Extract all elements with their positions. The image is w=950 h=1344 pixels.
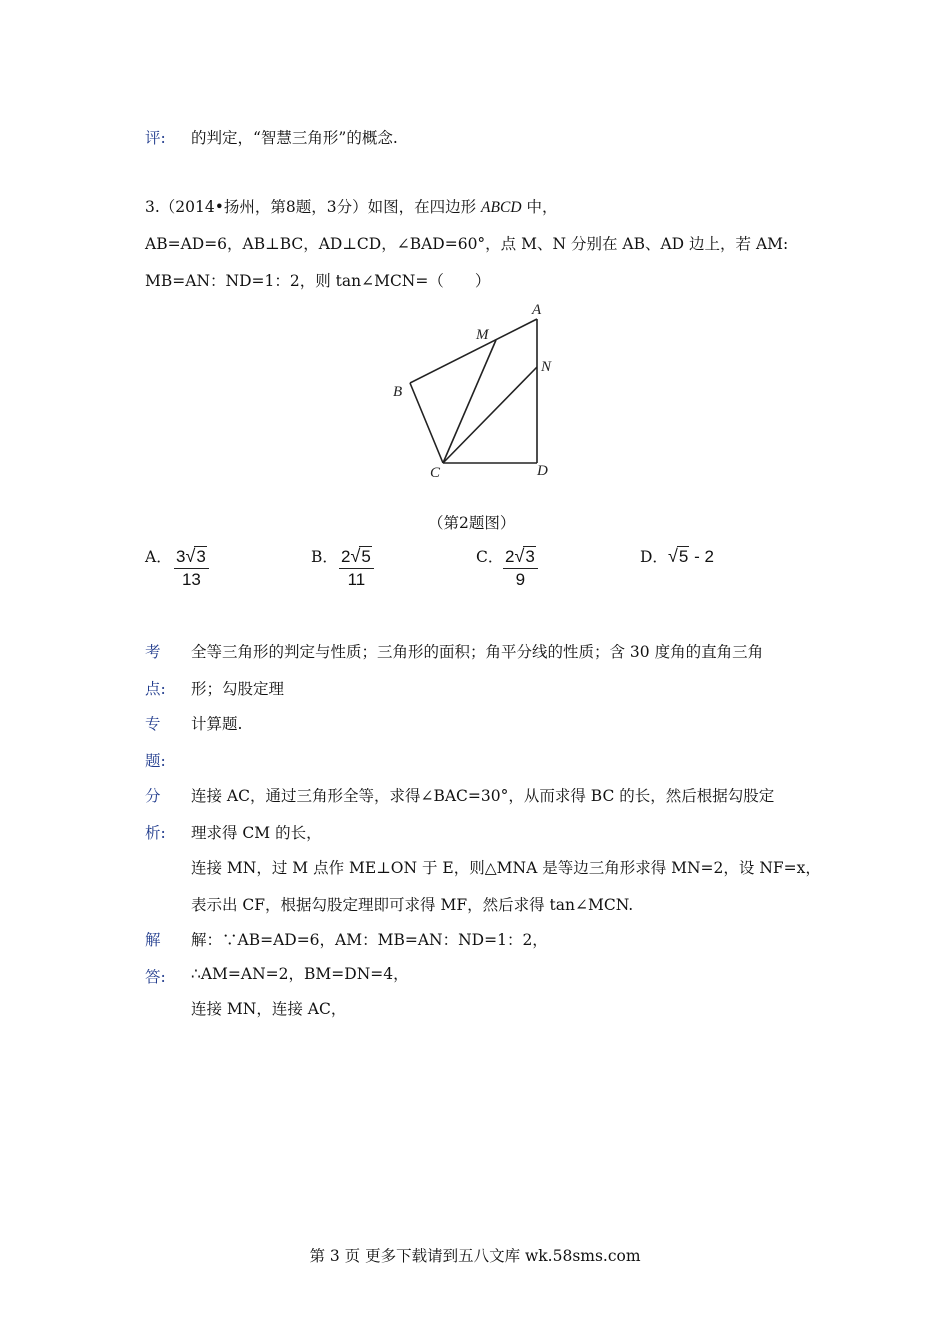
question-line-1-prefix: 3.（2014•扬州，第8题，3分）如图，在四边形 xyxy=(145,198,477,216)
zhuanti-text: 计算题. xyxy=(191,715,243,733)
fenxi-text-4: 表示出 CF，根据勾股定理即可求得 MF，然后求得 tan∠MCN. xyxy=(191,896,634,914)
label-A: A xyxy=(532,302,542,318)
fenxi-label-1: 分 xyxy=(145,787,161,805)
option-d-key: D． xyxy=(640,548,668,566)
fenxi-text-3: 连接 MN，过 M 点作 ME⊥ON 于 E，则△MNA 是等边三角形求得 MN=2，设 NF=x， xyxy=(191,859,821,877)
option-b-fraction: $\frac{2√5}{11}$ xyxy=(339,546,374,590)
fenxi-label-2: 析: xyxy=(145,824,166,842)
question-line-2: AB=AD=6，AB⊥BC，AD⊥CD，∠BAD=60°，点 M、N 分别在 AB、AD 边上，若 AM: xyxy=(145,235,789,253)
question-line-3: MB=AN：ND=1：2，则 tan∠MCN=（ ） xyxy=(145,272,491,290)
kaodian-label-2: 点: xyxy=(145,680,166,698)
geometry-figure xyxy=(380,295,580,485)
option-b-den: 11 xyxy=(347,570,366,589)
option-a-fraction: $\frac{3√3}{13}$ xyxy=(174,546,209,590)
label-N: N xyxy=(541,359,552,375)
segment-BC xyxy=(410,383,443,463)
option-c-key: C． xyxy=(476,548,504,566)
review-text: 的判定，“智慧三角形”的概念. xyxy=(191,129,398,147)
fenxi-text-2: 理求得 CM 的长， xyxy=(191,824,322,842)
figure-caption: （第2题图） xyxy=(428,514,516,532)
option-a-num-coef: 3 xyxy=(176,547,186,566)
jieda-text-2: ∴AM=AN=2，BM=DN=4， xyxy=(191,965,409,983)
question-line-1 xyxy=(145,196,557,219)
jieda-label-2: 答: xyxy=(145,968,166,986)
option-a-num-rad: 3 xyxy=(196,547,206,566)
label-B: B xyxy=(393,384,403,400)
option-c-num-coef: 2 xyxy=(505,547,515,566)
label-M: M xyxy=(476,327,489,343)
option-d-tail: - 2 xyxy=(694,547,714,566)
option-c-den: 9 xyxy=(515,570,526,589)
option-d-expression: √5 - 2 xyxy=(668,546,714,566)
kaodian-label-1: 考 xyxy=(145,643,161,661)
option-d-rad: 5 xyxy=(678,547,689,566)
label-C: C xyxy=(430,465,441,481)
segment-CN xyxy=(443,367,537,463)
review-label: 评: xyxy=(145,129,166,147)
segment-CM xyxy=(443,340,496,463)
page-footer: 第 3 页 更多下载请到五八文库 wk.58sms.com xyxy=(309,1247,641,1265)
jieda-text-1: 解：∵AB=AD=6，AM：MB=AN：ND=1：2， xyxy=(191,931,548,949)
kaodian-text-2: 形；勾股定理 xyxy=(191,680,285,698)
fenxi-text-1: 连接 AC，通过三角形全等，求得∠BAC=30°，从而求得 BC 的长，然后根据勾股定 xyxy=(191,787,775,805)
zhuanti-label-1: 专 xyxy=(145,715,161,733)
question-line-1-var: ABCD xyxy=(481,199,522,216)
option-b-key: B． xyxy=(311,548,338,566)
segment-AB xyxy=(410,319,537,383)
jieda-text-3: 连接 MN，连接 AC， xyxy=(191,1000,347,1018)
question-line-1-suffix: 中， xyxy=(526,198,558,216)
option-c-num-rad: 3 xyxy=(525,547,535,566)
kaodian-text-1: 全等三角形的判定与性质；三角形的面积；角平分线的性质；含 30 度角的直角三角 xyxy=(191,643,764,661)
option-a-den: 13 xyxy=(181,570,201,589)
label-D: D xyxy=(537,463,548,479)
zhuanti-label-2: 题: xyxy=(145,752,166,770)
option-a-key: A． xyxy=(145,548,172,566)
option-b-num-coef: 2 xyxy=(341,547,351,566)
option-b-num-rad: 5 xyxy=(361,547,371,566)
option-c-fraction: $\frac{2√3}{9}$ xyxy=(503,546,538,590)
jieda-label-1: 解 xyxy=(145,931,161,949)
